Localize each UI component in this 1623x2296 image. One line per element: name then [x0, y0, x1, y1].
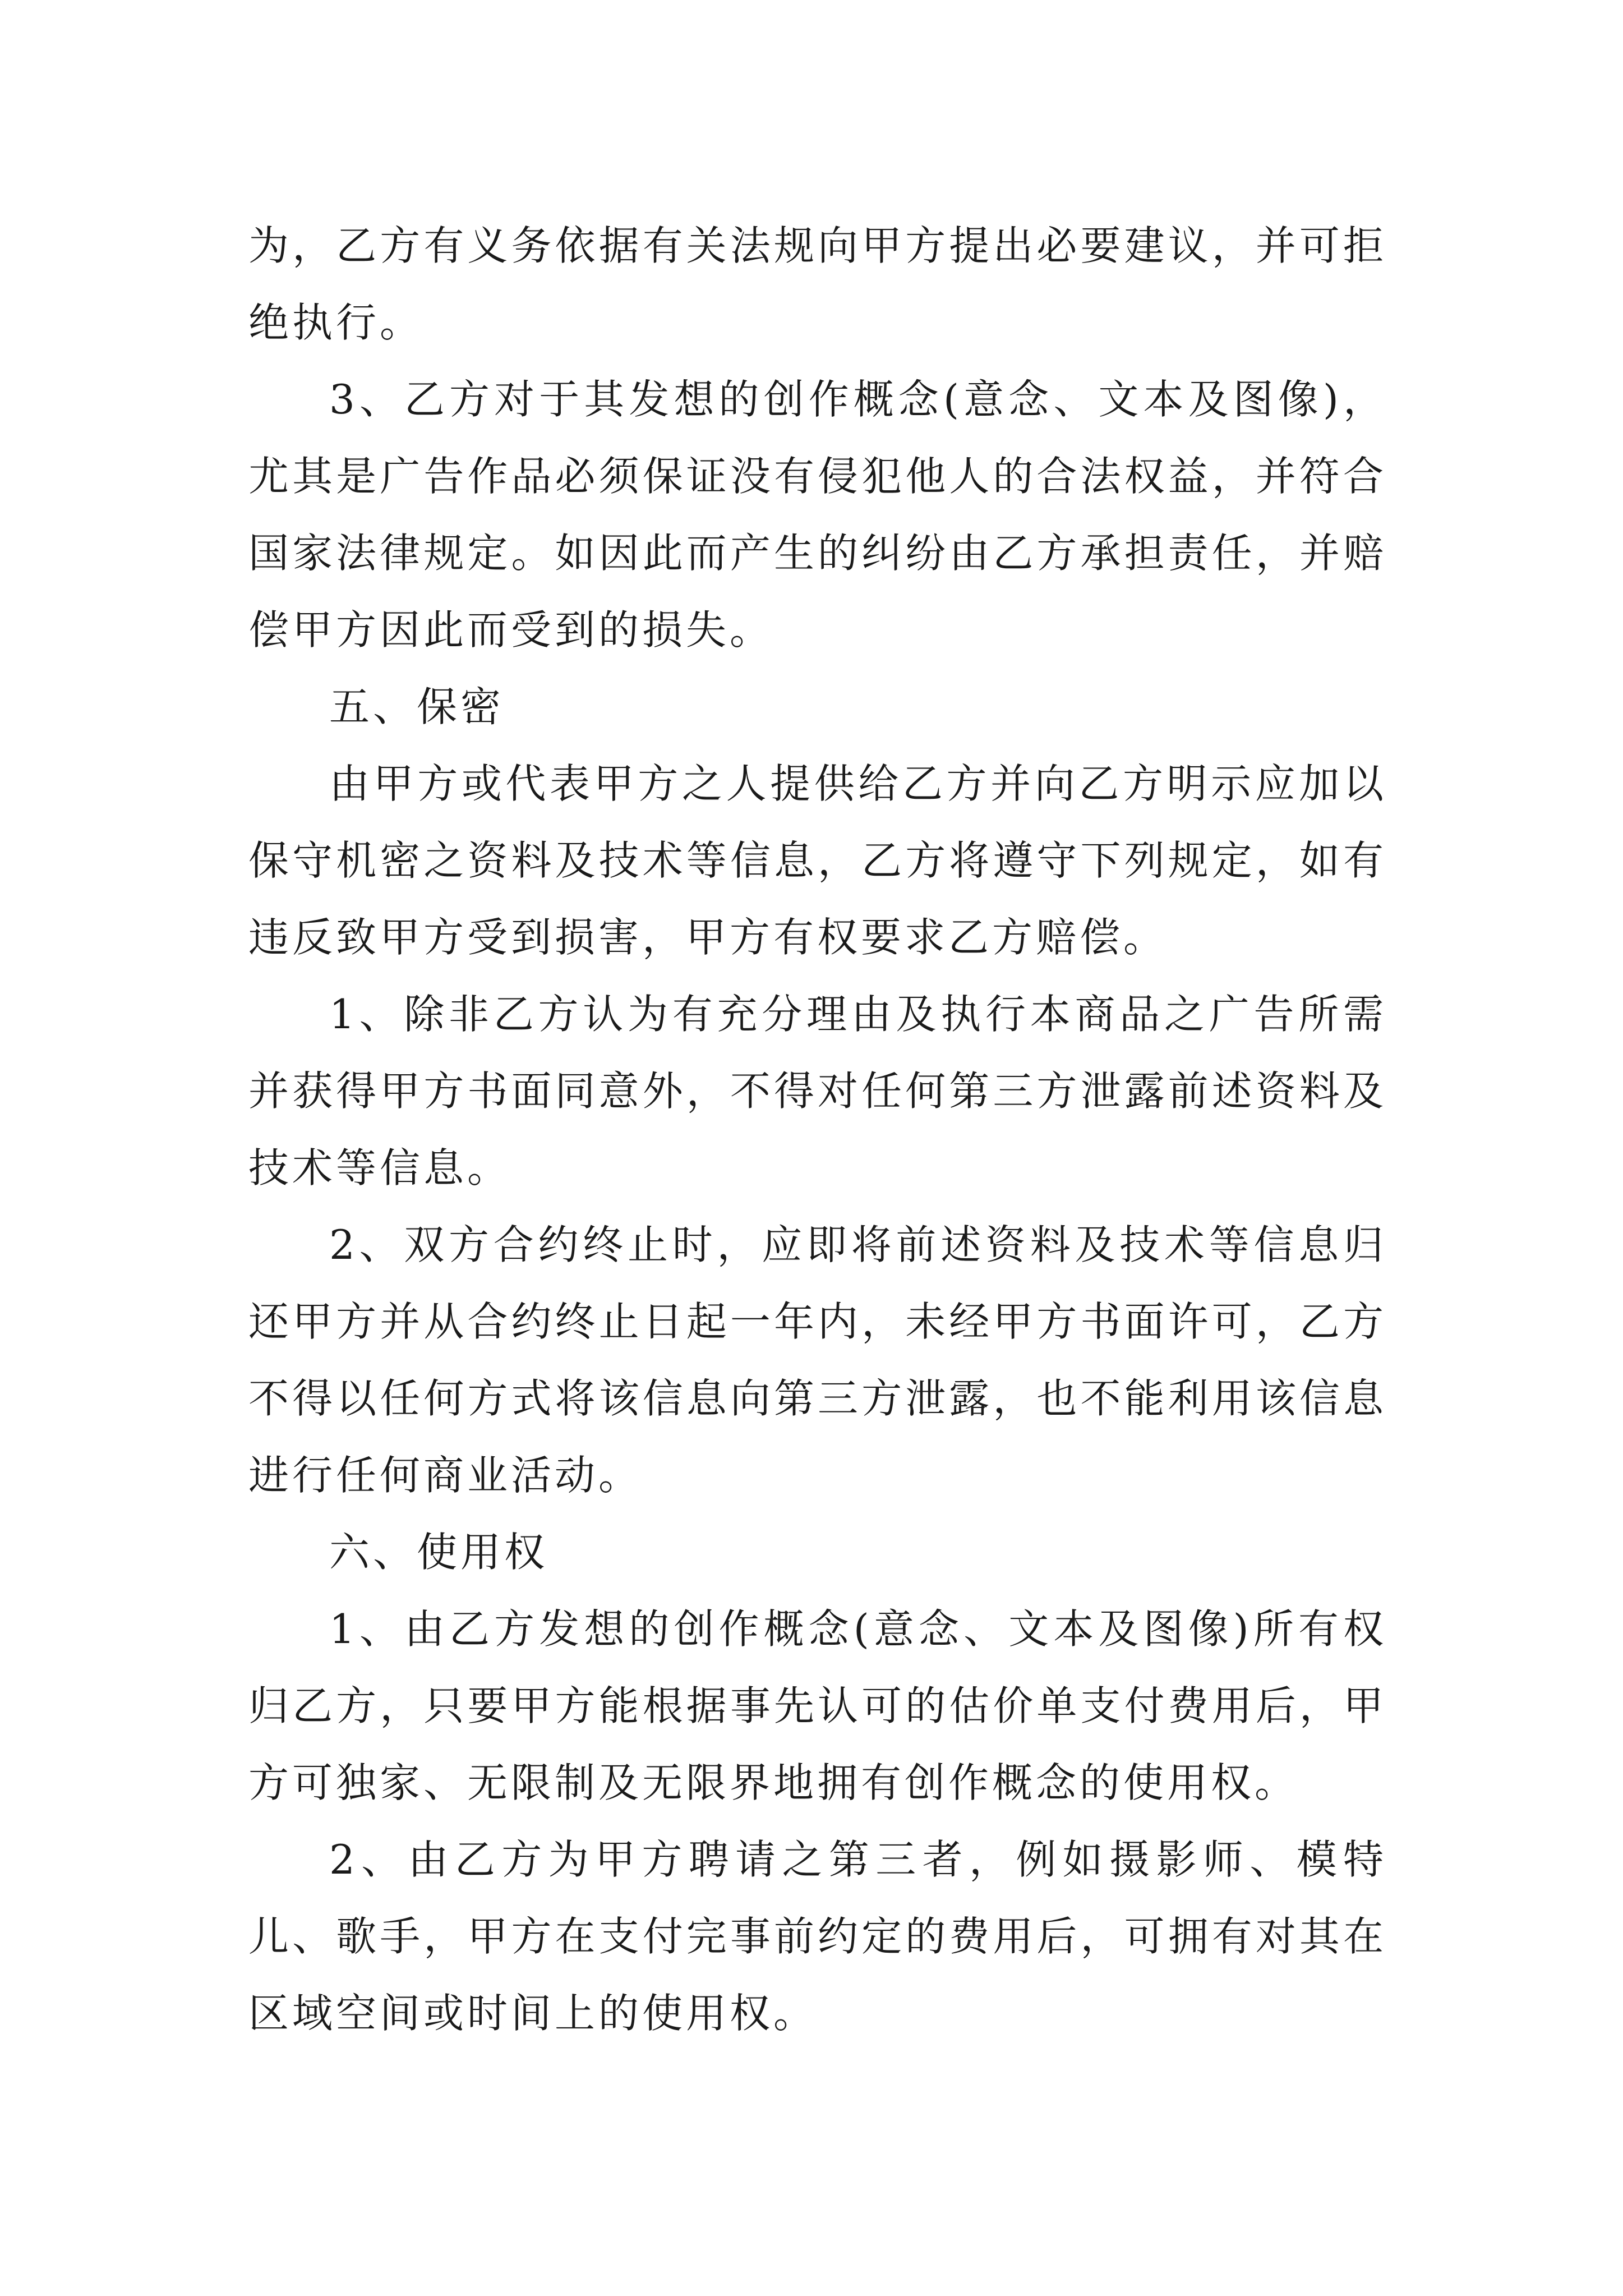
section-heading-confidentiality: 五、保密 [329, 683, 505, 730]
paragraph-clause-6-2: 2、由乙方为甲方聘请之第三者，例如摄影师、模特儿、歌手，甲方在支付完事前约定的费用后，可拥有对其在区域空间或时间上的使用权。 [248, 1836, 1387, 2037]
document-body [248, 208, 1387, 2052]
paragraph-clause-4-3: 3、乙方对于其发想的创作概念(意念、文本及图像)，尤其是广告作品必须保证没有侵犯他人的合法权益，并符合国家法律规定。如因此而产生的纠纷由乙方承担责任，并赔偿甲方因此而受到的损失。 [248, 376, 1387, 654]
paragraph-continuation: 为，乙方有义务依据有关法规向甲方提出必要建议，并可拒绝执行。 [248, 222, 1387, 346]
paragraph-clause-6-1: 1、由乙方发想的创作概念(意念、文本及图像)所有权归乙方，只要甲方能根据事先认可的估价单支付费用后，甲方可独家、无限制及无限界地拥有创作概念的使用权。 [248, 1605, 1387, 1806]
paragraph-clause-5-2: 2、双方合约终止时，应即将前述资料及技术等信息归还甲方并从合约终止日起一年内，未经甲方书面许可，乙方不得以任何方式将该信息向第三方泄露，也不能利用该信息进行任何商业活动。 [248, 1221, 1387, 1499]
section-heading-usage-rights: 六、使用权 [329, 1529, 548, 1576]
paragraph-confidentiality-intro: 由甲方或代表甲方之人提供给乙方并向乙方明示应加以保守机密之资料及技术等信息，乙方将遵守下列规定，如有违反致甲方受到损害，甲方有权要求乙方赔偿。 [248, 760, 1387, 961]
paragraph-clause-5-1: 1、除非乙方认为有充分理由及执行本商品之广告所需并获得甲方书面同意外，不得对任何第三方泄露前述资料及技术等信息。 [248, 991, 1387, 1191]
